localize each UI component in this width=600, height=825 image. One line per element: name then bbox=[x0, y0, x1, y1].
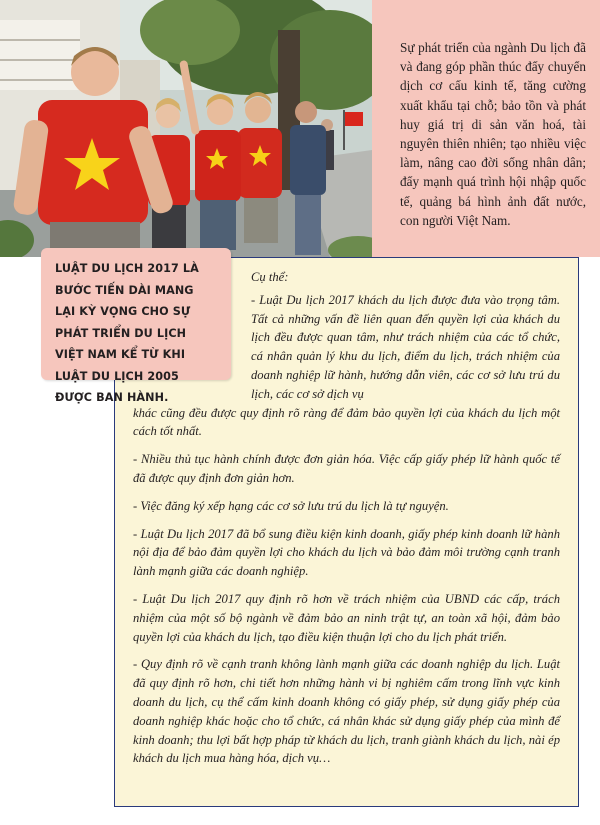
callout-heading: LUẬT DU LỊCH 2017 LÀ BƯỚC TIẾN DÀI MANG LẠI KỲ VỌNG CHO SỰ PHÁT TRIỂN DU LỊCH VIỆT NAM KỂ TỪ KHI LUẬT DU LỊCH 2005 ĐƯỢC BAN HÀNH. bbox=[55, 262, 199, 404]
paragraph-5: - Luật Du lịch 2017 quy định rõ hơn về trách nhiệm của UBND các cấp, trách nhiệm của một số bộ ngành về đảm bảo an ninh trật tự, an toàn xã hội, đảm bảo quyền lợi của khách du lịch, tạo điều kiện thuận lợi cho du lịch phát triển. bbox=[133, 591, 560, 644]
lead-label: Cụ thể: bbox=[251, 270, 289, 284]
paragraph-3: - Việc đăng ký xếp hạng các cơ sở lưu trú du lịch là tự nguyện. bbox=[133, 498, 449, 513]
paragraph-2: - Nhiều thủ tục hành chính được đơn giản hóa. Việc cấp giấy phép lữ hành quốc tế đã được quy định đơn giản hơn. bbox=[133, 452, 560, 485]
paragraph-1-start: - Luật Du lịch 2017 khách du lịch được đưa vào trọng tâm. Tất cả những vấn đề liên quan đến quyền lợi của khách du lịch đều được quan tâm, như trách nhiệm của các tổ chức, cá nhân quản lý khu du lịch, điểm du lịch, trách nhiệm của doanh nghiệp lữ hành, hướng dẫn viên, các cơ sở lưu trú du lịch, các cơ sở dịch vụ bbox=[251, 292, 560, 401]
intro-paragraph: Sự phát triển của ngành Du lịch đã và đang góp phần thúc đẩy chuyển dịch cơ cấu kinh tế, tăng cường xuất khẩu tại chỗ; bảo tồn và phát huy giá trị di sản văn hoá, tài nguyên thiên nhiên; tạo nhiều việc làm, nâng cao đời sống nhân dân; đẩy mạnh quá trình hội nhập quốc tế, quảng bá hình ảnh đất nước, con người Việt Nam. bbox=[400, 40, 586, 228]
paragraph-4: - Luật Du lịch 2017 đã bổ sung điều kiện kinh doanh, giấy phép kinh doanh lữ hành nội địa để bảo đảm quyền lợi cho khách du lịch và bảo đảm môi trường cạnh tranh lành mạnh giữa các doanh nghiệp. bbox=[133, 526, 560, 579]
intro-box bbox=[372, 0, 600, 257]
paragraph-6: - Quy định rõ về cạnh tranh không lành mạnh giữa các doanh nghiệp du lịch. Luật đã quy định rõ hơn, chi tiết hơn những hành vi bị nghiêm cấm trong lĩnh vực kinh doanh du lịch, cụ thể cấm kinh doanh không có giấy phép, sử dụng giấy phép của doanh nghiệp khác hoặc cho tổ chức, cá nhân khác sử dụng giấy phép của mình để kinh doanh; thu lợi bất hợp pháp từ khách du lịch, tranh giành khách du lịch, nài ép khách du lịch mua hàng hóa, dịch vụ… bbox=[133, 657, 560, 766]
callout-box bbox=[41, 248, 231, 404]
paragraph-1-end: khác cũng đều được quy định rõ ràng để đảm bảo quyền lợi của khách du lịch một cách tốt nhất. bbox=[133, 405, 560, 439]
street-photo bbox=[0, 0, 372, 257]
